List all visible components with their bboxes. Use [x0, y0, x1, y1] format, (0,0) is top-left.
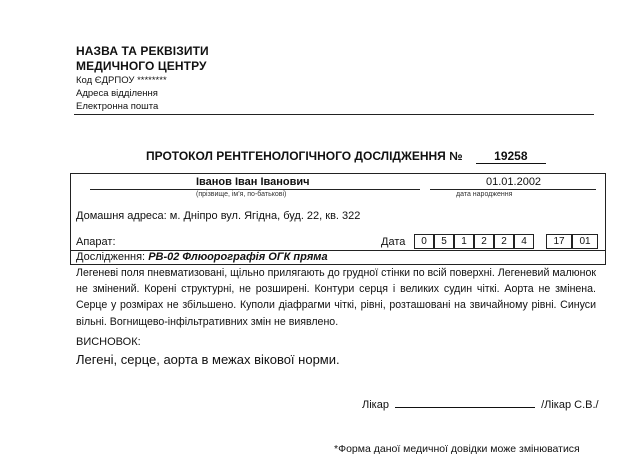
address-value: м. Дніпро вул. Ягідна, буд. 22, кв. 322 [169, 210, 361, 222]
birth-underline [430, 189, 596, 190]
signature-line [362, 397, 599, 411]
name-caption: (прізвище, ім'я, по-батькові) [196, 191, 287, 198]
findings-text: Легеневі поля пневматизовані, щільно прилягають до грудної стінки по всій поверхні. Легеневий малюнок не змінений. Корені структурні, не розширені. Контури серця і великих судин чіткі. Аорта не змінена. Серце у розмірах не збільшено. Куполи діафрагми чіткі, рівні, розташовані на звичайному рівні. Синуси вільні. Вогнищево-інфільтративних змін не виявлено. [76, 267, 596, 328]
date-digit-4: 2 [474, 234, 494, 249]
protocol-heading [146, 149, 546, 164]
study-label: Дослідження: [76, 251, 146, 263]
address-label: Домашня адреса: [76, 210, 167, 222]
org-title-line2: МЕДИЧНОГО ЦЕНТРУ [76, 59, 207, 73]
signature-blank [395, 397, 535, 408]
date-digit-3: 1 [454, 234, 474, 249]
address-line [76, 210, 360, 222]
doctor-label: Лікар [362, 399, 389, 411]
org-email: Електронна пошта [76, 101, 159, 112]
conclusion-text: Легені, серце, аорта в межах вікової норми. [76, 352, 340, 367]
doctor-name: /Лікар С.В./ [541, 399, 599, 411]
conclusion-label: ВИСНОВОК: [76, 336, 141, 348]
birth-caption: дата народження [456, 191, 513, 198]
time-hours: 17 [546, 234, 572, 249]
time-minutes: 01 [572, 234, 598, 249]
birth-date: 01.01.2002 [486, 176, 542, 188]
date-digit-5: 2 [494, 234, 514, 249]
name-underline [90, 189, 420, 190]
org-code: Код ЄДРПОУ ******** [76, 75, 167, 86]
study-line [76, 251, 328, 263]
org-address: Адреса відділення [76, 88, 158, 99]
date-digit-2: 5 [434, 234, 454, 249]
protocol-title: ПРОТОКОЛ РЕНТГЕНОЛОГІЧНОГО ДОСЛІДЖЕННЯ № [146, 149, 463, 163]
date-digit-1: 0 [414, 234, 434, 249]
apparatus-label: Апарат: [76, 236, 116, 248]
date-digit-6: 4 [514, 234, 534, 249]
patient-name: Іванов Іван Іванович [196, 176, 310, 188]
header-divider [74, 114, 594, 115]
date-label: Дата [381, 236, 406, 248]
footnote: *Форма даної медичної довідки може змінюватися [334, 443, 580, 455]
study-value: РВ-02 Флюорографія ОГК пряма [148, 251, 328, 263]
org-title-line1: НАЗВА ТА РЕКВІЗИТИ [76, 44, 209, 58]
protocol-number: 19258 [476, 149, 546, 164]
